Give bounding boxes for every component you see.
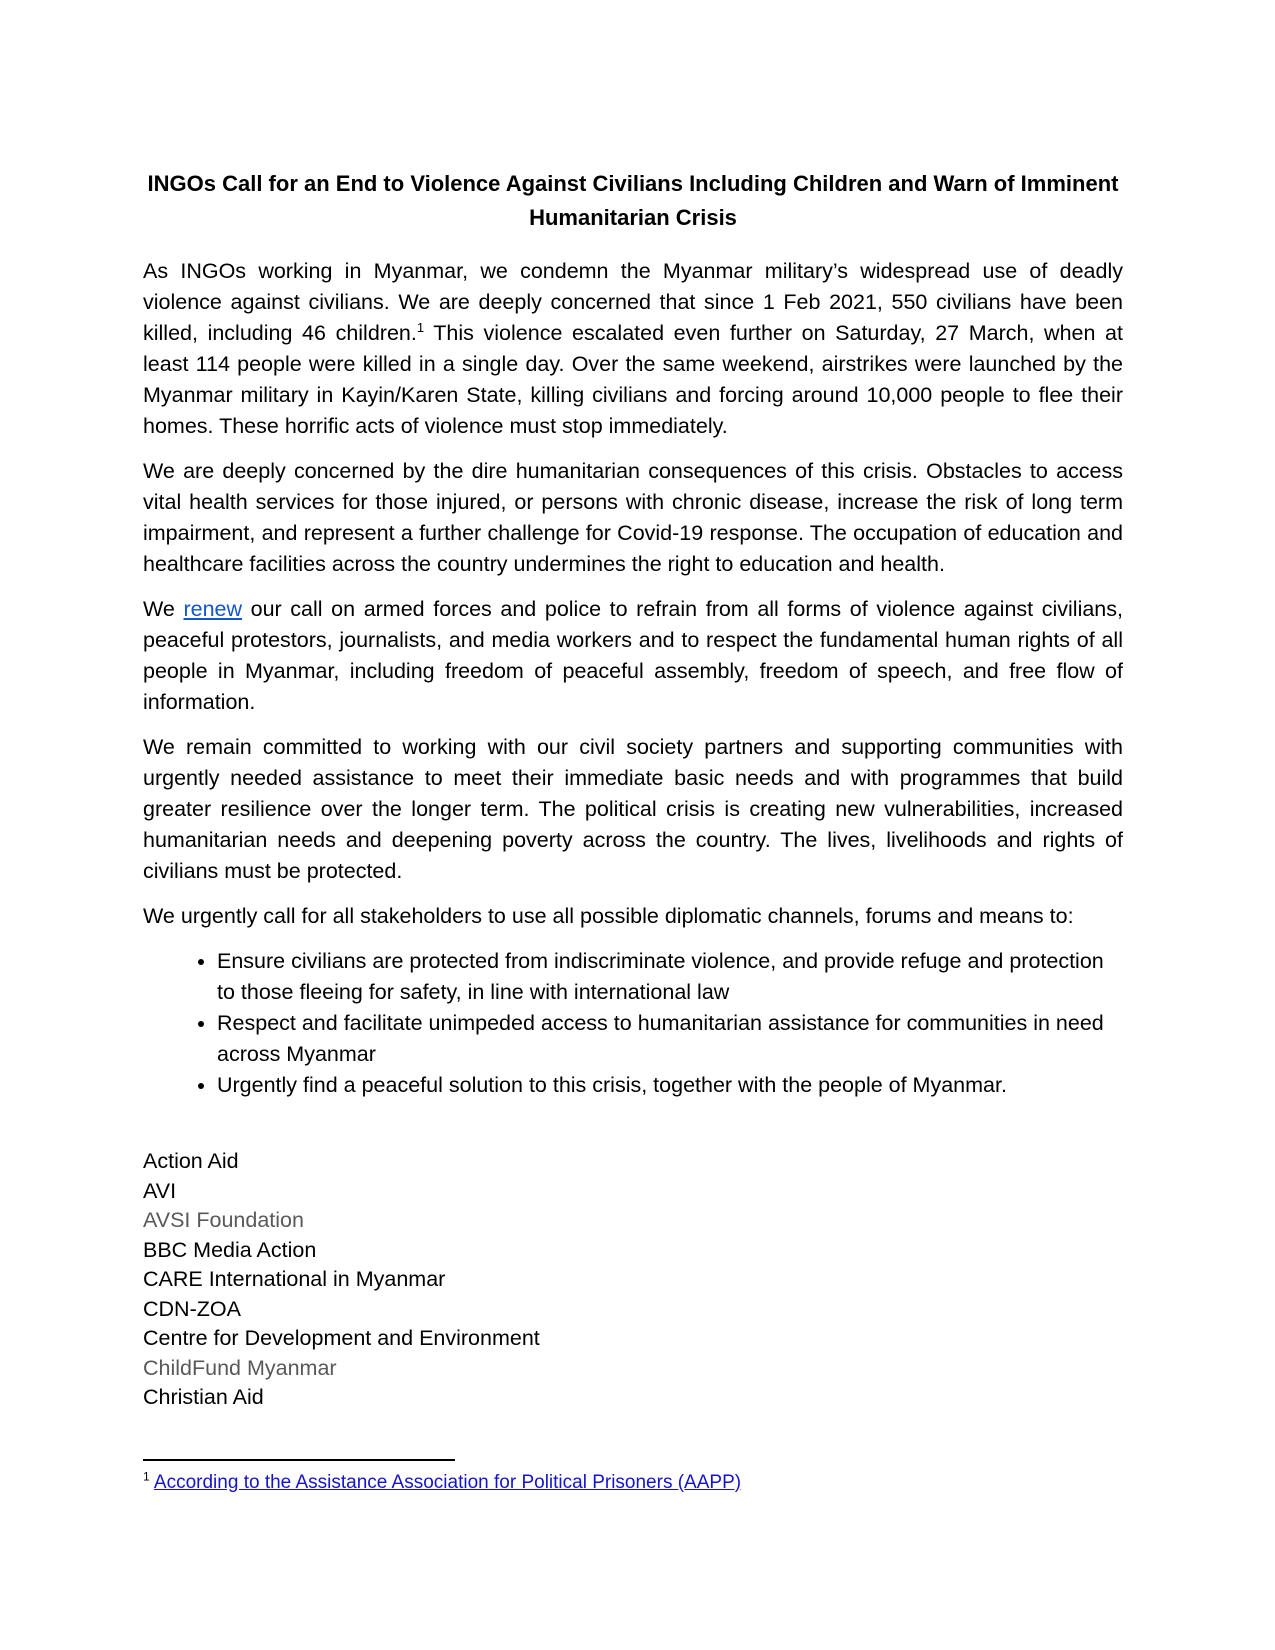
paragraph-renew-call — [143, 594, 1123, 718]
signatory-action-aid: Action Aid — [143, 1149, 239, 1173]
paragraph-commitment: We remain committed to working with our civil society partners and supporting communities with urgently needed assistance to meet their immediate basic needs and with programmes that build greater resilience over the longer term. The political crisis is creating new vulnerabilities, increased humanitarian needs and deepening poverty across the country. The lives, livelihoods and rights of civilians must be protected. — [143, 735, 1123, 883]
title-line-1: INGOs Call for an End to Violence Against Civilians Including Children and Warn of Imminent — [147, 171, 1119, 196]
list-item: • Urgently find a peaceful solution to this crisis, together with the people of Myanmar. — [217, 1070, 1123, 1101]
footnote — [143, 1470, 1123, 1495]
signatory-cdn-zoa: CDN-ZOA — [143, 1296, 241, 1321]
signatory-childfund-myanmar: ChildFund Myanmar — [143, 1355, 337, 1380]
signatory-avi: AVI — [143, 1178, 177, 1203]
signatory-care-international: CARE International in Myanmar — [143, 1267, 446, 1291]
paragraph-call-to-stakeholders: We urgently call for all stakeholders to use all possible diplomatic channels, forums and means to: — [143, 904, 1074, 928]
paragraph-3-text-cont: our call on armed forces and police to refrain from all forms of violence against civilians, peaceful protestors, journalists, and media workers and to respect the fundamental human rights of all people in Myanmar, including freedom of peaceful assembly, freedom of speech, and free flow of information. — [143, 597, 1123, 714]
signatory-centre-development-environment: Centre for Development and Environment — [143, 1326, 540, 1350]
footnote-separator — [143, 1459, 455, 1461]
aapp-footnote-link[interactable]: According to the Assistance Association for Political Prisoners (AAPP) — [153, 1471, 742, 1493]
signatory-christian-aid: Christian Aid — [143, 1385, 264, 1409]
renew-link[interactable]: renew — [183, 597, 243, 621]
footnote-marker: 1 — [143, 1469, 150, 1484]
list-item: • Ensure civilians are protected from indiscriminate violence, and provide refuge and protection to those fleeing for safety, in line with international law — [217, 946, 1123, 1008]
signatory-avsi-foundation: AVSI Foundation — [143, 1208, 304, 1232]
paragraph-condemnation — [143, 256, 1123, 442]
paragraph-1-text: As INGOs working in Myanmar, we condemn the Myanmar military’s widespread use of deadly violence against civilians. We are deeply concerned that since 1 Feb 2021, 550 civilians have been killed, including 46 children. — [143, 259, 1123, 345]
demands-list — [143, 946, 1123, 1101]
signatories-list — [143, 1147, 1123, 1413]
document-title — [143, 167, 1123, 235]
title-line-2: Humanitarian Crisis — [529, 205, 737, 230]
paragraph-3-text: We — [143, 597, 184, 621]
signatory-bbc-media-action: BBC Media Action — [143, 1237, 317, 1262]
list-item: • Respect and facilitate unimpeded access to humanitarian assistance for communities in need across Myanmar — [217, 1008, 1123, 1070]
paragraph-1-text-cont: This violence escalated even further on Saturday, 27 March, when at least 114 people were killed in a single day. Over the same weekend, airstrikes were launched by the Myanmar military in Kayin/Karen State, killing civilians and forcing around 10,000 people to flee their homes. These horrific acts of violence must stop immediately. — [143, 321, 1123, 438]
footnote-reference[interactable]: 1 — [416, 319, 425, 335]
paragraph-humanitarian-consequences: We are deeply concerned by the dire humanitarian consequences of this crisis. Obstacles to access vital health services for those injured, or persons with chronic disease, increase the risk of long term impairment, and represent a further challenge for Covid-19 response. The occupation of education and healthcare facilities across the country undermines the right to education and health. — [143, 459, 1123, 576]
